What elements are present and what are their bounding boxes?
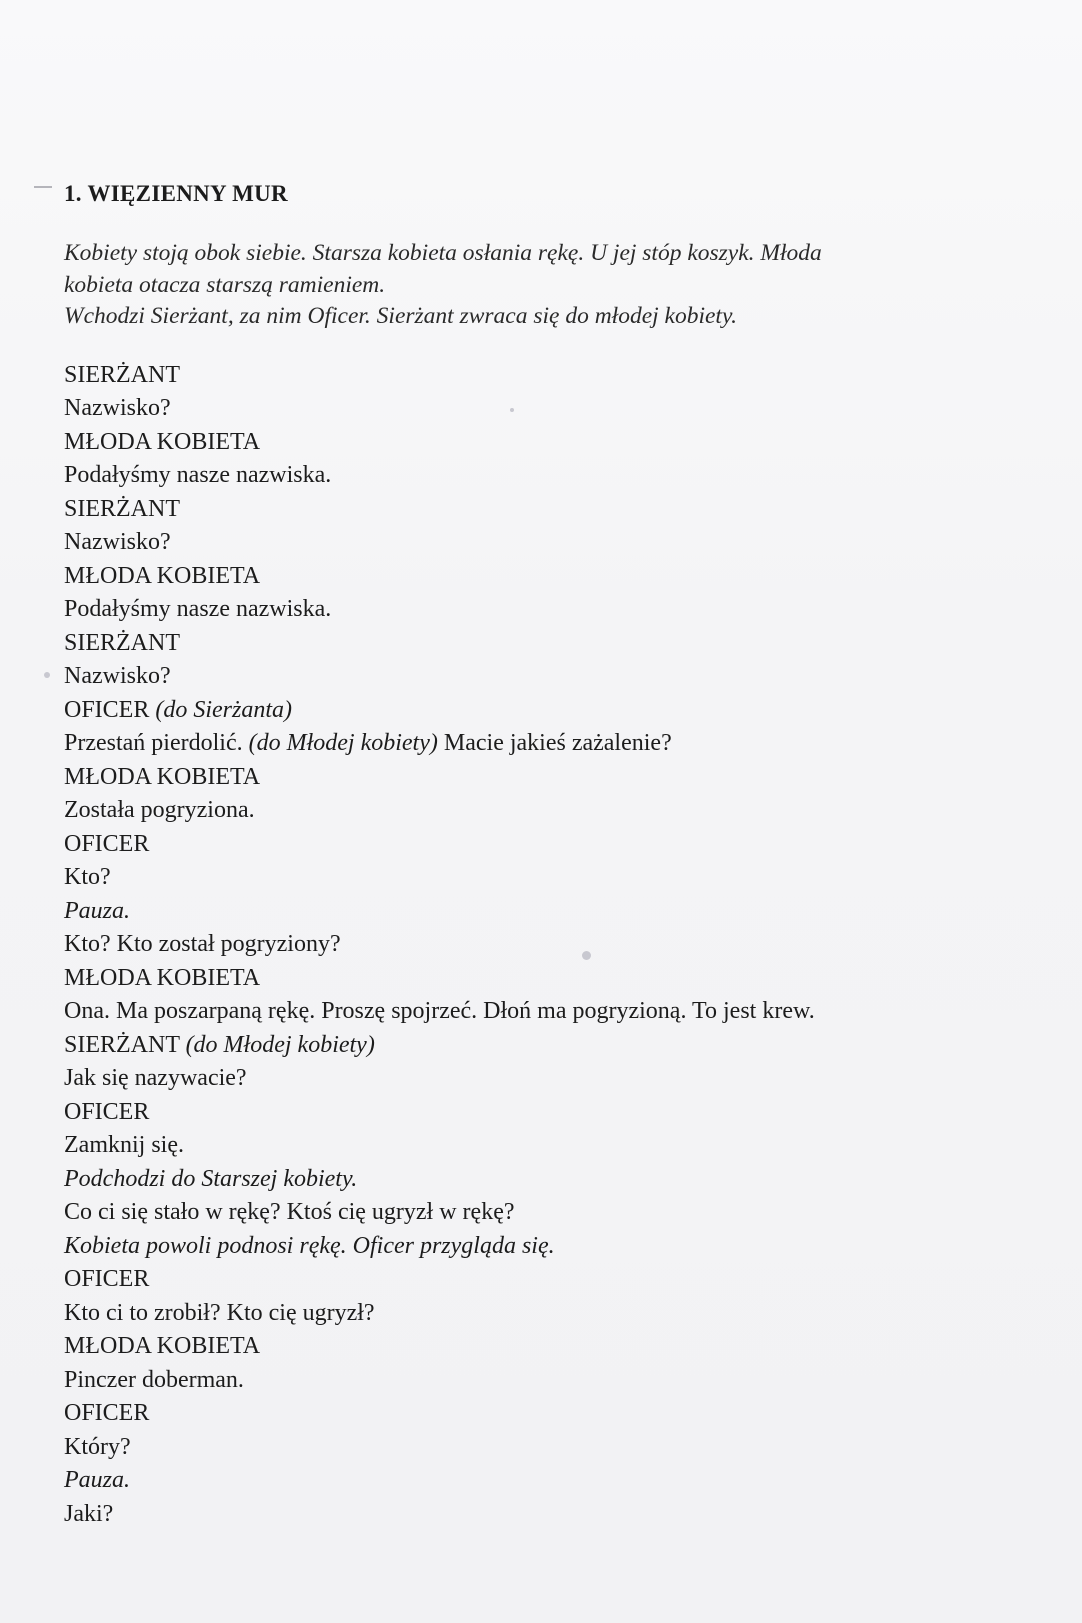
- dialogue-line: [64, 1464, 1054, 1498]
- dialogue-line: [64, 1498, 1054, 1532]
- dialogue-line: [64, 1163, 1054, 1197]
- dialogue-line: [64, 359, 1054, 393]
- dialogue-text: Podałyśmy nasze nazwiska.: [64, 596, 332, 622]
- dialogue-block: [64, 359, 1054, 1532]
- dialogue-line: [64, 392, 1054, 426]
- dialogue-line: [64, 1397, 1054, 1431]
- dialogue-text: Ona. Ma poszarpaną rękę. Proszę spojrzeć. Dłoń ma pogryzioną. To jest krew.: [64, 998, 815, 1024]
- stage-direction-text: Podchodzi do Starszej kobiety.: [64, 1165, 358, 1192]
- dialogue-text: Kto?: [64, 864, 111, 890]
- dialogue-line: [64, 1196, 1054, 1230]
- dialogue-line: [64, 627, 1054, 661]
- dialogue-text: Nazwisko?: [64, 395, 171, 421]
- dialogue-line: [64, 1230, 1054, 1264]
- dialogue-text: Podałyśmy nasze nazwiska.: [64, 462, 332, 488]
- dialogue-line: [64, 660, 1054, 694]
- dialogue-text: SIERŻANT: [64, 495, 180, 522]
- dialogue-line: [64, 962, 1054, 996]
- dialogue-line: [64, 1096, 1054, 1130]
- dialogue-line: [64, 727, 1054, 761]
- dialogue-line: [64, 794, 1054, 828]
- stage-direction-text: Pauza.: [64, 897, 130, 924]
- dialogue-line: [64, 1029, 1054, 1063]
- dialogue-text: Nazwisko?: [64, 663, 171, 689]
- stage-direction-line: kobieta otacza starszą ramieniem.: [64, 271, 386, 298]
- dialogue-text: Kto ci to zrobił? Kto cię ugryzł?: [64, 1299, 375, 1326]
- dialogue-line: [64, 895, 1054, 929]
- dialogue-line: [64, 1431, 1054, 1465]
- dialogue-text: SIERŻANT: [64, 629, 180, 656]
- dialogue-text: MŁODA KOBIETA: [64, 763, 261, 790]
- stage-direction-text: (do Młodej kobiety): [185, 1031, 375, 1058]
- dialogue-line: [64, 1062, 1054, 1096]
- dialogue-text: Pinczer doberman.: [64, 1366, 244, 1393]
- dialogue-text: OFICER: [64, 1098, 150, 1125]
- dialogue-text: MŁODA KOBIETA: [64, 1333, 261, 1359]
- dialogue-text: OFICER: [64, 1266, 150, 1292]
- dialogue-line: [64, 761, 1054, 795]
- dialogue-text: MŁODA KOBIETA: [64, 428, 261, 455]
- stage-direction-text: (do Młodej kobiety): [248, 730, 438, 756]
- dialogue-line: [64, 928, 1054, 962]
- dialogue-text: MŁODA KOBIETA: [64, 562, 261, 589]
- dialogue-text: Macie jakieś zażalenie?: [437, 730, 672, 756]
- dialogue-text: Jaki?: [64, 1500, 114, 1527]
- dialogue-text: OFICER: [64, 696, 156, 723]
- dialogue-text: Zamknij się.: [64, 1132, 184, 1158]
- dialogue-text: Co ci się stało w rękę? Ktoś cię ugryzł w rękę?: [64, 1199, 515, 1225]
- dialogue-line: [64, 1297, 1054, 1331]
- scene-heading: 1. WIĘZIENNY MUR: [64, 181, 288, 206]
- stage-direction-text: Pauza.: [64, 1467, 130, 1493]
- stage-direction-line: Kobiety stoją obok siebie. Starsza kobieta osłania rękę. U jej stóp koszyk. Młoda: [64, 240, 822, 266]
- dialogue-text: Jak się nazywacie?: [64, 1065, 247, 1091]
- dialogue-line: [64, 593, 1054, 627]
- dialogue-line: [64, 995, 1054, 1029]
- dialogue-line: [64, 828, 1054, 862]
- dialogue-line: [64, 1330, 1054, 1364]
- margin-mark: [34, 186, 52, 188]
- dialogue-line: [64, 493, 1054, 527]
- opening-stage-directions: [64, 238, 1054, 333]
- dialogue-line: [64, 1263, 1054, 1297]
- spacer: [64, 333, 1054, 359]
- dialogue-line: [64, 426, 1054, 460]
- dialogue-text: OFICER: [64, 1400, 150, 1426]
- dialogue-line: [64, 1129, 1054, 1163]
- dialogue-text: Który?: [64, 1433, 131, 1460]
- dialogue-line: [64, 459, 1054, 493]
- paper-speck: [44, 672, 50, 678]
- dialogue-line: [64, 694, 1054, 728]
- dialogue-text: SIERŻANT: [64, 1031, 186, 1058]
- stage-direction-line: Wchodzi Sierżant, za nim Oficer. Sierżant zwraca się do młodej kobiety.: [64, 303, 737, 329]
- dialogue-text: Nazwisko?: [64, 529, 171, 555]
- script-page: [64, 176, 1054, 1531]
- dialogue-text: OFICER: [64, 830, 150, 857]
- dialogue-line: [64, 526, 1054, 560]
- dialogue-text: Przestań pierdolić.: [64, 730, 249, 756]
- stage-direction-text: Kobieta powoli podnosi rękę. Oficer przygląda się.: [64, 1232, 555, 1259]
- dialogue-line: [64, 861, 1054, 895]
- dialogue-text: SIERŻANT: [64, 361, 180, 388]
- dialogue-text: Została pogryziona.: [64, 797, 255, 823]
- dialogue-line: [64, 1364, 1054, 1398]
- stage-direction-text: (do Sierżanta): [155, 696, 293, 723]
- dialogue-text: MŁODA KOBIETA: [64, 964, 261, 991]
- dialogue-text: Kto? Kto został pogryziony?: [64, 931, 341, 957]
- dialogue-line: [64, 560, 1054, 594]
